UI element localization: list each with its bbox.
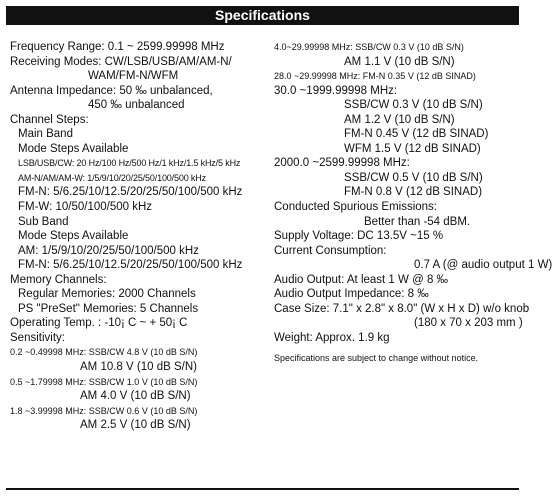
spec-line: (180 x 70 x 203 mm )	[414, 317, 523, 330]
spec-line: 0.5 ~1.79998 MHz: SSB/CW 1.0 V (10 dB S/N)	[10, 376, 198, 387]
spec-line: Regular Memories: 2000 Channels	[18, 288, 196, 301]
spec-line: FM-N: 5/6.25/10/12.5/20/25/50/100/500 kHz	[18, 186, 243, 199]
spec-line: Main Band	[18, 128, 73, 141]
spec-line: LSB/USB/CW: 20 Hz/100 Hz/500 Hz/1 kHz/1.5 kHz/5 kHz	[18, 158, 241, 169]
spec-line: AM 1.1 V (10 dB S/N)	[344, 55, 455, 68]
spec-line: SSB/CW 0.5 V (10 dB S/N)	[344, 171, 483, 184]
spec-line: AM 1.2 V (10 dB S/N)	[344, 113, 455, 126]
spec-line: 0.7 A (@ audio output 1 W)	[414, 259, 552, 272]
bottom-rule	[6, 488, 519, 490]
spec-line: 450 ‰ unbalanced	[88, 99, 185, 112]
page-title: Specifications	[215, 7, 310, 23]
spec-line: FM-N: 5/6.25/10/12.5/20/25/50/100/500 kHz	[18, 259, 243, 272]
spec-line: 0.2 ~0.49998 MHz: SSB/CW 4.8 V (10 dB S/N)	[10, 347, 198, 358]
spec-line: 30.0 ~1999.99998 MHz:	[274, 84, 398, 97]
spec-line: 2000.0 ~2599.99998 MHz:	[274, 157, 410, 170]
specifications-header	[6, 6, 519, 25]
spec-line: Antenna Impedance: 50 ‰ unbalanced,	[10, 84, 213, 97]
spec-line: Mode Steps Available	[18, 142, 129, 155]
spec-line: Memory Channels:	[10, 273, 107, 286]
spec-line: Better than -54 dBM.	[364, 215, 471, 228]
spec-line: 28.0 ~29.99998 MHz: FM-N 0.35 V (12 dB SINAD)	[274, 71, 476, 82]
spec-line: SSB/CW 0.3 V (10 dB S/N)	[344, 99, 483, 112]
spec-line: WAM/FM-N/WFM	[88, 70, 179, 83]
spec-line: Current Consumption:	[274, 244, 387, 257]
spec-line: Operating Temp. : -10¡ C ~ + 50¡ C	[10, 317, 188, 330]
spec-line: 4.0~29.99998 MHz: SSB/CW 0.3 V (10 dB S/N)	[274, 42, 464, 52]
right-lines	[274, 40, 552, 345]
left-column	[10, 40, 268, 433]
spec-line: Case Size: 7.1" x 2.8" x 8.0" (W x H x D) w/o knob	[274, 302, 530, 315]
spec-line: Sensitivity:	[10, 331, 65, 344]
disclaimer-note: Specifications are subject to change without notice.	[274, 353, 479, 364]
spec-line: PS "PreSet" Memories: 5 Channels	[18, 302, 199, 315]
spec-line: AM 2.5 V (10 dB S/N)	[80, 419, 191, 432]
spec-line: AM-N/AM/AM-W: 1/5/9/10/20/25/50/100/500 kHz	[18, 172, 206, 183]
spec-line: 1.8 ~3.99998 MHz: SSB/CW 0.6 V (10 dB S/N)	[10, 405, 198, 416]
spec-line: AM 4.0 V (10 dB S/N)	[80, 390, 191, 403]
spec-line: Sub Band	[18, 215, 69, 228]
spec-line: Audio Output: At least 1 W @ 8 ‰	[274, 273, 449, 286]
spec-line: WFM 1.5 V (12 dB SINAD)	[344, 142, 481, 155]
spec-line: Channel Steps:	[10, 113, 89, 126]
spec-line: AM 10.8 V (10 dB S/N)	[80, 361, 197, 374]
right-column	[274, 40, 552, 366]
spec-line: FM-N 0.45 V (12 dB SINAD)	[344, 128, 489, 141]
spec-line: Supply Voltage: DC 13.5V ~15 %	[274, 230, 444, 243]
spec-line: Frequency Range: 0.1 ~ 2599.99998 MHz	[10, 41, 225, 53]
spec-line: FM-W: 10/50/100/500 kHz	[18, 201, 153, 214]
spec-line: Receiving Modes: CW/LSB/USB/AM/AM-N/	[10, 55, 232, 68]
spec-line: Audio Output Impedance: 8 ‰	[274, 288, 429, 301]
spec-line: FM-N 0.8 V (12 dB SINAD)	[344, 186, 483, 199]
spec-line: Weight: Approx. 1.9 kg	[274, 331, 390, 344]
spec-line: Conducted Spurious Emissions:	[274, 201, 437, 214]
spec-line: AM: 1/5/9/10/20/25/50/100/500 kHz	[18, 244, 199, 257]
spec-line: Mode Steps Available	[18, 230, 129, 243]
